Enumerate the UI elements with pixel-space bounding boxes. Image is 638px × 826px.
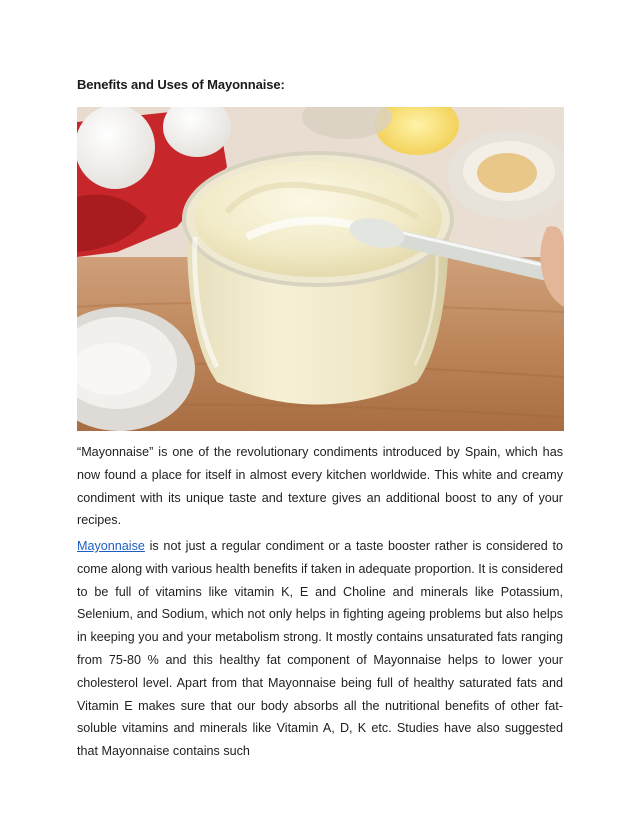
page-heading: Benefits and Uses of Mayonnaise: [77,77,285,92]
mayonnaise-link[interactable]: Mayonnaise [77,539,145,553]
mayonnaise-jar-illustration [77,107,564,431]
mayonnaise-photo [77,107,564,431]
benefits-paragraph [77,535,563,763]
benefits-paragraph-text: is not just a regular condiment or a taste booster rather is considered to come along with various health benefits if taken in adequate proportion. It is considered to be full of vitamins like vitamin K, E and Choline and minerals like Potassium, Selenium, and Sodium, which not only helps in fighting ageing problems but also helps in keeping you and your metabolism strong. It mostly contains unsaturated fats ranging from 75-80 % and this healthy fat component of Mayonnaise helps to lower your cholesterol level. Apart from that Mayonnaise being full of healthy saturated fats and Vitamin E makes sure that our body absorbs all the nutritional benefits of other fat-soluble vitamins and minerals like Vitamin A, D, K etc. Studies have also suggested that Mayonnaise contains such [77,539,563,759]
intro-paragraph: “Mayonnaise” is one of the revolutionary condiments introduced by Spain, which has now found a place for itself in almost every kitchen worldwide. This white and creamy condiment with its unique taste and texture gives an additional boost to any of your recipes. [77,445,563,528]
